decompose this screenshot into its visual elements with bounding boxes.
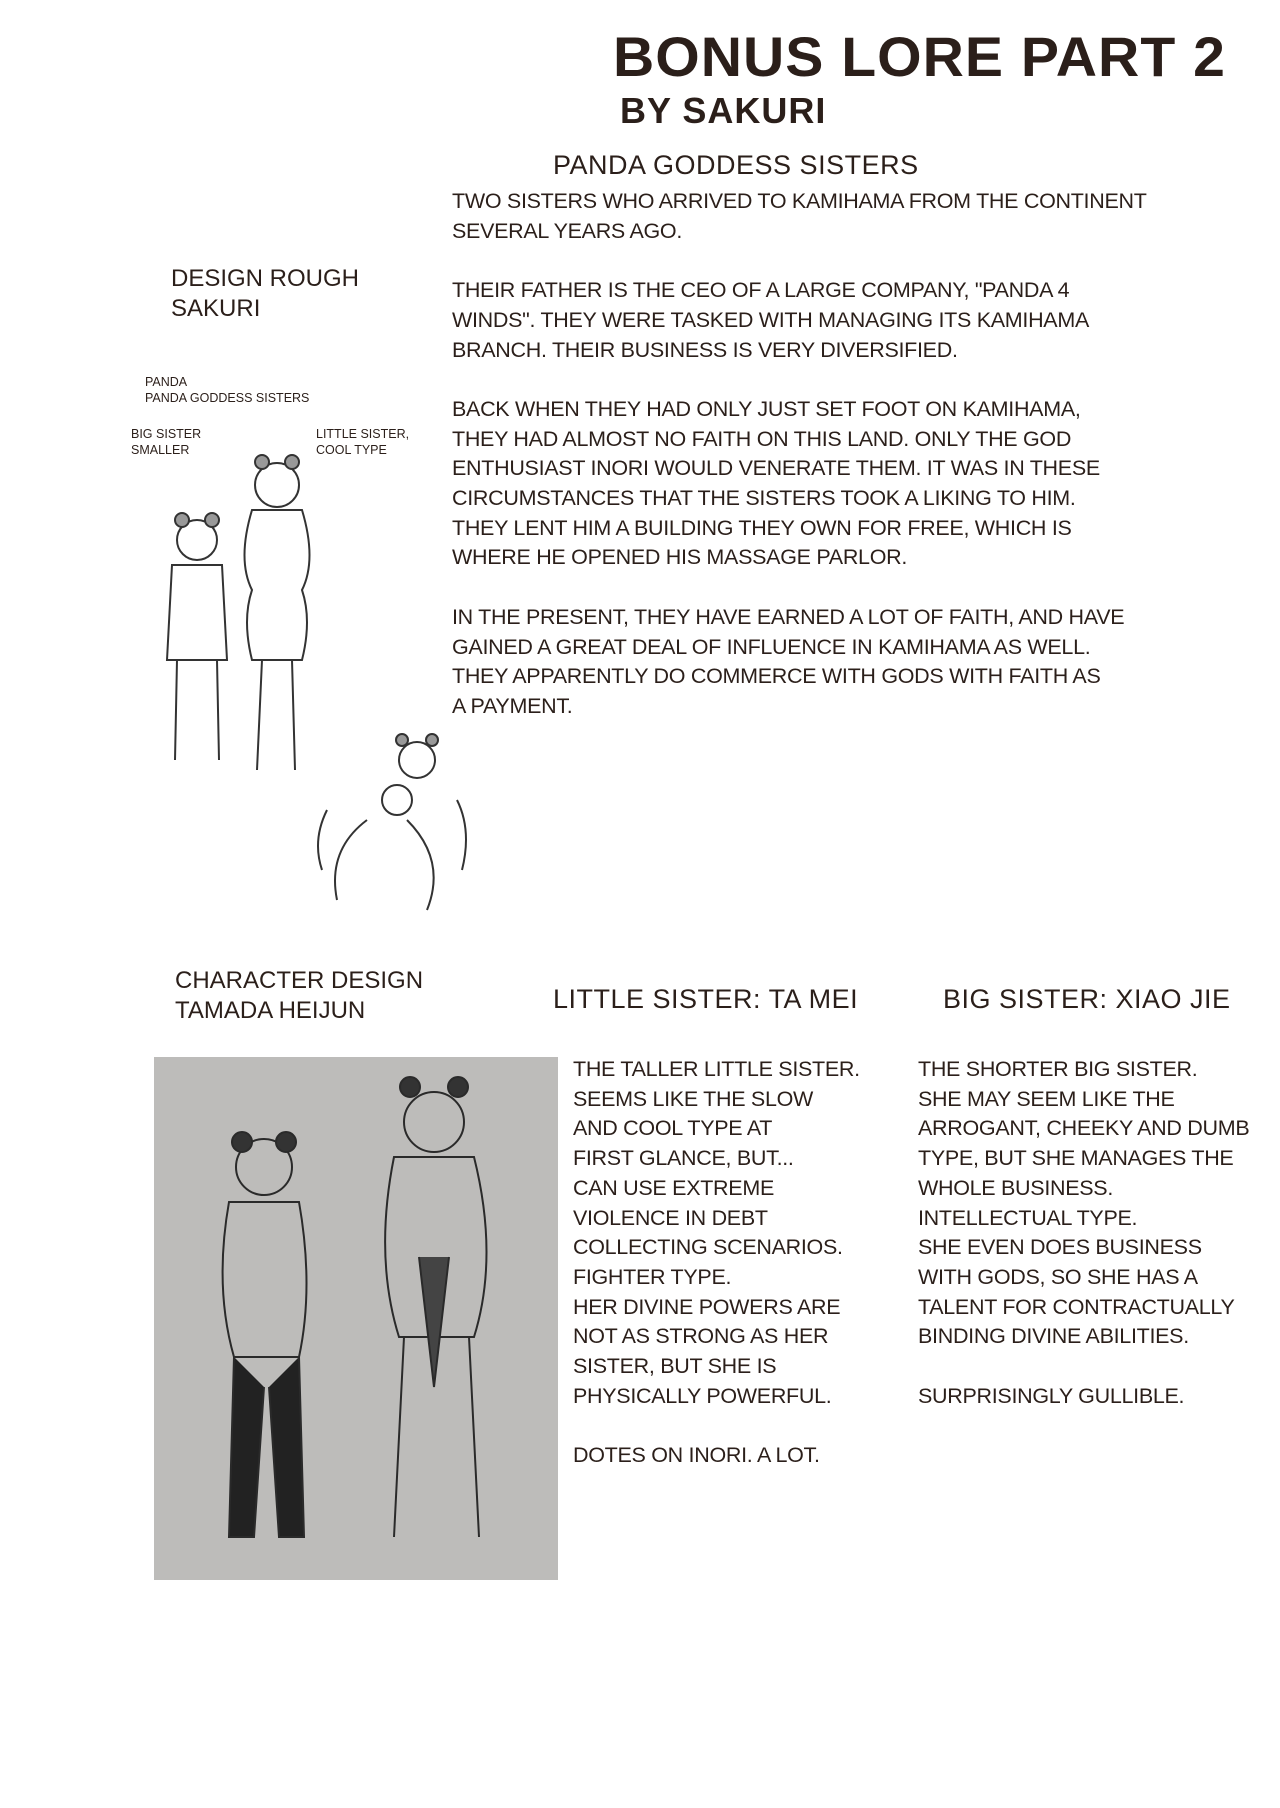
text-line: WHOLE BUSINESS. (918, 1175, 1114, 1200)
text-line: FIGHTER TYPE. (573, 1264, 732, 1289)
text-line: COOL TYPE (316, 443, 387, 457)
text-line: PHYSICALLY POWERFUL. (573, 1383, 832, 1408)
text-line: SHE MAY SEEM LIKE THE (918, 1086, 1175, 1111)
text-line: AND COOL TYPE AT (573, 1116, 773, 1141)
design-rough-label (171, 264, 359, 324)
text-line: IN THE PRESENT, THEY HAVE EARNED A LOT OF FAITH, AND HAVE (452, 604, 1125, 629)
text-line: PANDA (145, 375, 188, 389)
page-title: BONUS LORE PART 2 (613, 25, 1226, 88)
text-line: CAN USE EXTREME (573, 1175, 774, 1200)
text-line: THEIR FATHER IS THE CEO OF A LARGE COMPANY, "PANDA 4 (452, 278, 1070, 303)
text-line: SMALLER (131, 443, 190, 457)
character-design-label (175, 966, 423, 1026)
text-line: BINDING DIVINE ABILITIES. (918, 1324, 1189, 1349)
text-line: BIG SISTER (131, 427, 202, 441)
little-sister-description (573, 1055, 860, 1471)
text-line: TALENT FOR CONTRACTUALLY (918, 1294, 1235, 1319)
text-line: HER DIVINE POWERS ARE (573, 1294, 841, 1319)
text-line: BRANCH. THEIR BUSINESS IS VERY DIVERSIFIED. (452, 337, 958, 362)
big-sister-heading: BIG SISTER: XIAO JIE (943, 984, 1231, 1014)
text-line (573, 1411, 860, 1441)
text-line: THE TALLER LITTLE SISTER. (573, 1057, 860, 1081)
big-sister-description (918, 1055, 1249, 1411)
text-line: WITH GODS, SO SHE HAS A (918, 1264, 1198, 1289)
text-line: DESIGN ROUGH (171, 265, 360, 292)
text-line: BACK WHEN THEY HAD ONLY JUST SET FOOT ON KAMIHAMA, (452, 396, 1081, 421)
author-byline: BY SAKURI (620, 90, 827, 131)
text-line: TAMADA HEIJUN (175, 997, 366, 1024)
text-line: SEVERAL YEARS AGO. (452, 218, 683, 243)
text-line: PANDA GODDESS SISTERS (145, 391, 310, 405)
text-line: ARROGANT, CHEEKY AND DUMB (918, 1116, 1250, 1141)
text-line: TWO SISTERS WHO ARRIVED TO KAMIHAMA FROM THE CONTINENT (452, 189, 1147, 213)
text-line: WINDS". THEY WERE TASKED WITH MANAGING ITS KAMIHAMA (452, 307, 1089, 332)
paragraph (452, 603, 1147, 722)
text-line: CIRCUMSTANCES THAT THE SISTERS TOOK A LIKING TO HIM. (452, 486, 1076, 510)
text-line: SAKURI (171, 295, 261, 322)
text-line: SEEMS LIKE THE SLOW (573, 1086, 814, 1111)
text-line (918, 1352, 1249, 1382)
paragraph (452, 395, 1147, 573)
intro-text (452, 187, 1147, 751)
text-line: THE SHORTER BIG SISTER. (918, 1057, 1198, 1081)
text-line: VIOLENCE IN DEBT (573, 1205, 768, 1230)
text-line: CHARACTER DESIGN (175, 967, 424, 994)
text-line: GAINED A GREAT DEAL OF INFLUENCE IN KAMIHAMA AS WELL. (452, 634, 1091, 659)
text-line: LITTLE SISTER, (316, 427, 410, 441)
text-line: A PAYMENT. (452, 693, 573, 718)
text-line: TYPE, BUT SHE MANAGES THE (918, 1146, 1234, 1171)
text-line: THEY APPARENTLY DO COMMERCE WITH GODS WITH FAITH AS (452, 664, 1101, 689)
text-line: NOT AS STRONG AS HER (573, 1324, 829, 1349)
text-line: ENTHUSIAST INORI WOULD VENERATE THEM. IT WAS IN THESE (452, 456, 1100, 481)
character-design-illustration (154, 1057, 558, 1580)
text-line: INTELLECTUAL TYPE. (918, 1205, 1138, 1230)
text-line: FIRST GLANCE, BUT... (573, 1146, 794, 1171)
text-line: SURPRISINGLY GULLIBLE. (918, 1383, 1185, 1408)
paragraph (452, 187, 1147, 246)
text-line: SISTER, BUT SHE IS (573, 1354, 777, 1379)
sketch-note-title (145, 374, 309, 406)
design-rough-sketch (127, 430, 512, 940)
paragraph (452, 276, 1147, 365)
text-line: DOTES ON INORI. A LOT. (573, 1443, 820, 1468)
text-line: SHE EVEN DOES BUSINESS (918, 1235, 1202, 1260)
text-line: THEY LENT HIM A BUILDING THEY OWN FOR FREE, WHICH IS (452, 515, 1072, 540)
intro-heading: PANDA GODDESS SISTERS (553, 150, 919, 180)
little-sister-heading: LITTLE SISTER: TA MEI (553, 984, 859, 1014)
text-line: WHERE HE OPENED HIS MASSAGE PARLOR. (452, 545, 908, 570)
text-line: COLLECTING SCENARIOS. (573, 1235, 843, 1260)
text-line: THEY HAD ALMOST NO FAITH ON THIS LAND. ONLY THE GOD (452, 426, 1072, 451)
